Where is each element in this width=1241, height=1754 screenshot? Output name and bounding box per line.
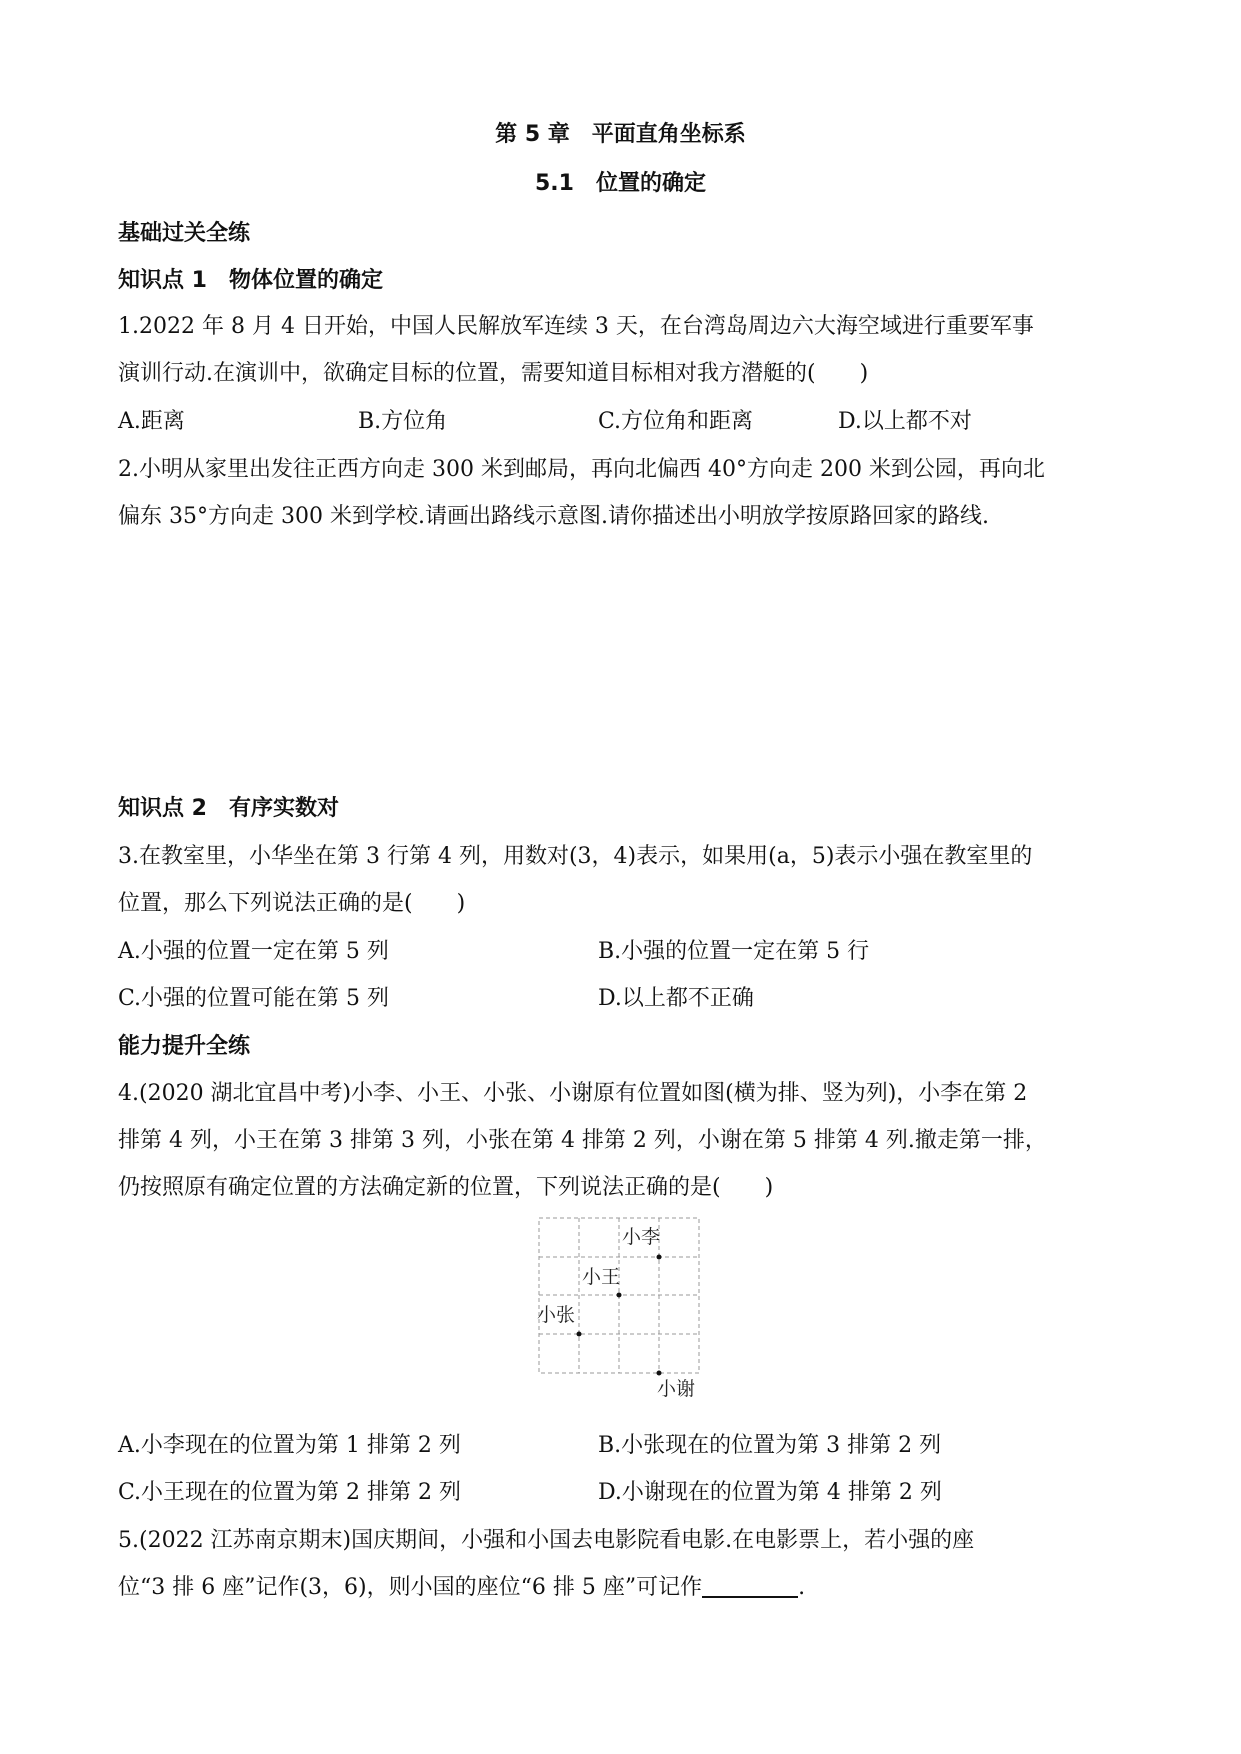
- kp2-heading: 知识点 2 有序实数对: [118, 796, 339, 821]
- label-xie: 小谢: [657, 1378, 696, 1400]
- q5-text-line2-prefix: 位“3 排 6 座”记作(3，6)，则小国的座位“6 排 5 座”可记作: [118, 1575, 703, 1600]
- part2-heading: 能力提升全练: [118, 1034, 251, 1059]
- q4-option-a: A.小李现在的位置为第 1 排第 2 列: [118, 1433, 461, 1458]
- q3-text-line2: 位置，那么下列说法正确的是( ): [118, 891, 466, 916]
- li-point: [657, 1255, 662, 1260]
- q2-text-line1: 2.小明从家里出发往正西方向走 300 米到邮局，再向北偏西 40°方向走 200 米到公园，再向北: [118, 457, 1045, 482]
- q3-text-line1: 3.在教室里，小华坐在第 3 行第 4 列，用数对(3，4)表示，如果用(a，5)表示小强在教室里的: [118, 844, 1033, 869]
- seat-grid-figure: [530, 1215, 730, 1400]
- kp1-heading: 知识点 1 物体位置的确定: [118, 268, 383, 293]
- q1-text-line2: 演训行动.在演训中，欲确定目标的位置，需要知道目标相对我方潜艇的( ): [118, 361, 869, 386]
- chapter-title: 第 5 章 平面直角坐标系: [495, 122, 746, 147]
- q4-option-c: C.小王现在的位置为第 2 排第 2 列: [118, 1480, 462, 1505]
- q4-text-line3: 仍按照原有确定位置的方法确定新的位置，下列说法正确的是( ): [118, 1175, 774, 1200]
- q3-option-d: D.以上都不正确: [598, 986, 754, 1011]
- q2-text-line2: 偏东 35°方向走 300 米到学校.请画出路线示意图.请你描述出小明放学按原路回家的路线.: [118, 504, 989, 529]
- part1-heading: 基础过关全练: [118, 221, 251, 246]
- q4-text-line2: 排第 4 列，小王在第 3 排第 3 列，小张在第 4 排第 2 列，小谢在第 5 排第 4 列.撤走第一排，: [118, 1128, 1047, 1153]
- q4-option-b: B.小张现在的位置为第 3 排第 2 列: [598, 1433, 942, 1458]
- q4-text-line1: 4.(2020 湖北宜昌中考)小李、小王、小张、小谢原有位置如图(横为排、竖为列)，小李在第 2: [118, 1081, 1028, 1106]
- zhang-point: [577, 1332, 582, 1337]
- label-li: 小李: [622, 1226, 661, 1248]
- q1-option-d: D.以上都不对: [838, 409, 972, 434]
- q1-option-c: C.方位角和距离: [598, 409, 754, 434]
- label-wang: 小王: [582, 1266, 621, 1288]
- q3-option-c: C.小强的位置可能在第 5 列: [118, 986, 390, 1011]
- q1-text-line1: 1.2022 年 8 月 4 日开始，中国人民解放军连续 3 天，在台湾岛周边六大海空域进行重要军事: [118, 314, 1034, 339]
- answer-blank: [702, 1574, 798, 1598]
- wang-point: [617, 1293, 622, 1298]
- q3-option-b: B.小强的位置一定在第 5 行: [598, 939, 870, 964]
- q1-option-b: B.方位角: [358, 409, 448, 434]
- section-title: 5.1 位置的确定: [535, 171, 706, 196]
- q5-text-line1: 5.(2022 江苏南京期末)国庆期间，小强和小国去电影院看电影.在电影票上，若小强的座: [118, 1528, 975, 1553]
- q4-option-d: D.小谢现在的位置为第 4 排第 2 列: [598, 1480, 942, 1505]
- q1-option-a: A.距离: [118, 409, 185, 434]
- label-zhang: 小张: [537, 1304, 576, 1326]
- q3-option-a: A.小强的位置一定在第 5 列: [118, 939, 389, 964]
- q5-text-line2: [118, 1574, 805, 1602]
- q5-text-line2-suffix: .: [798, 1575, 806, 1600]
- xie-point: [657, 1371, 662, 1376]
